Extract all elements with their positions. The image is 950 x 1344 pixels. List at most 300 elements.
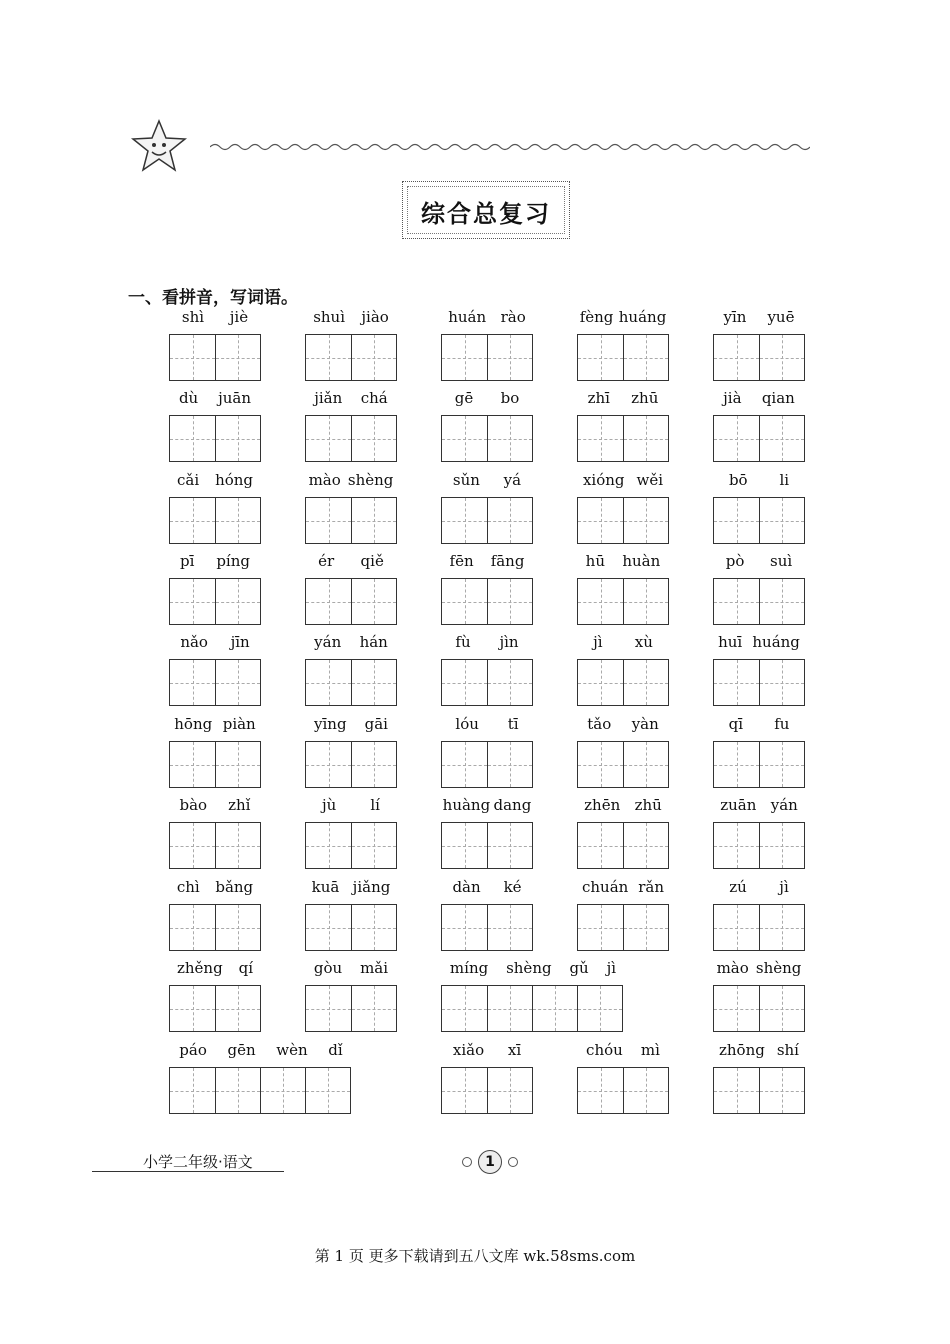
pinyin-syllable: qí — [238, 959, 254, 977]
pinyin-syllable: yàn — [631, 715, 659, 733]
pinyin-syllable: dǐ — [328, 1041, 343, 1059]
writing-cell[interactable] — [759, 823, 804, 868]
writing-cell[interactable] — [578, 905, 623, 950]
pinyin-syllable: xù — [634, 633, 653, 651]
pinyin-row — [305, 796, 397, 818]
writing-cell[interactable] — [260, 1068, 305, 1113]
pinyin-syllable: chá — [360, 389, 388, 407]
writing-cell[interactable] — [215, 1068, 260, 1113]
pinyin-syllable: zuān — [720, 796, 757, 814]
pinyin-syllable: fù — [455, 633, 471, 651]
writing-cell[interactable] — [442, 742, 487, 787]
writing-boxes — [713, 497, 805, 544]
pinyin-row — [169, 389, 261, 411]
writing-cell[interactable] — [306, 986, 351, 1031]
writing-cell[interactable] — [487, 905, 532, 950]
pinyin-row — [305, 878, 397, 900]
section-heading: 一、看拼音，写词语。 — [128, 288, 298, 308]
pinyin-syllable: míng — [449, 959, 489, 977]
writing-boxes — [441, 659, 533, 706]
writing-boxes — [169, 659, 261, 706]
writing-cell[interactable] — [759, 416, 804, 461]
pinyin-syllable: hóng — [215, 471, 254, 489]
pinyin-row — [305, 389, 397, 411]
pinyin-syllable: fēn — [449, 552, 474, 570]
writing-cell[interactable] — [351, 335, 396, 380]
writing-boxes — [441, 1067, 533, 1114]
writing-boxes — [169, 904, 261, 951]
writing-boxes — [169, 741, 261, 788]
writing-boxes — [713, 659, 805, 706]
writing-cell[interactable] — [170, 335, 215, 380]
pinyin-syllable: bo — [500, 389, 520, 407]
writing-cell[interactable] — [306, 498, 351, 543]
pinyin-syllable: zhōng — [718, 1041, 765, 1059]
pinyin-syllable: hán — [359, 633, 388, 651]
pinyin-row — [441, 878, 533, 900]
writing-boxes — [305, 985, 397, 1032]
pinyin-row — [577, 308, 669, 330]
pinyin-syllable: chì — [176, 878, 200, 896]
pinyin-syllable: fèng — [579, 308, 614, 326]
writing-cell[interactable] — [759, 986, 804, 1031]
pinyin-row — [441, 1041, 533, 1063]
ornament-dot — [462, 1157, 472, 1167]
writing-cell[interactable] — [306, 823, 351, 868]
pinyin-syllable: li — [779, 471, 790, 489]
writing-boxes — [169, 334, 261, 381]
pinyin-syllable: xī — [507, 1041, 522, 1059]
pinyin-row — [169, 715, 261, 737]
pinyin-syllable: dàn — [452, 878, 481, 896]
pinyin-syllable: shì — [181, 308, 205, 326]
pinyin-syllable: tǎo — [587, 715, 612, 733]
writing-boxes — [305, 904, 397, 951]
pinyin-row — [713, 1041, 805, 1063]
pinyin-syllable: mào — [308, 471, 341, 489]
pinyin-syllable: yīn — [723, 308, 747, 326]
writing-boxes — [577, 415, 669, 462]
writing-boxes — [577, 659, 669, 706]
writing-boxes — [441, 578, 533, 625]
pinyin-syllable: huī — [718, 633, 743, 651]
pinyin-syllable: jiào — [361, 308, 389, 326]
pinyin-syllable: piàn — [222, 715, 256, 733]
writing-cell[interactable] — [215, 660, 260, 705]
writing-cell[interactable] — [714, 742, 759, 787]
pinyin-syllable: shèng — [506, 959, 552, 977]
pinyin-syllable: qī — [728, 715, 743, 733]
pinyin-syllable: mào — [716, 959, 749, 977]
pinyin-syllable: lóu — [455, 715, 479, 733]
writing-cell[interactable] — [759, 742, 804, 787]
writing-boxes — [713, 822, 805, 869]
pinyin-syllable: shí — [776, 1041, 799, 1059]
writing-cell[interactable] — [487, 986, 532, 1031]
writing-cell[interactable] — [215, 905, 260, 950]
pinyin-row — [169, 308, 261, 330]
writing-cell[interactable] — [170, 416, 215, 461]
pinyin-row — [713, 715, 805, 737]
pinyin-syllable: jì — [606, 959, 617, 977]
writing-boxes — [441, 415, 533, 462]
pinyin-syllable: suì — [770, 552, 793, 570]
writing-boxes — [577, 1067, 669, 1114]
writing-cell[interactable] — [578, 579, 623, 624]
writing-boxes — [169, 415, 261, 462]
writing-cell[interactable] — [442, 986, 487, 1031]
writing-boxes — [577, 904, 669, 951]
pinyin-syllable: ér — [318, 552, 335, 570]
pinyin-row — [169, 552, 261, 574]
writing-cell[interactable] — [623, 660, 668, 705]
pinyin-row — [577, 715, 669, 737]
writing-cell[interactable] — [215, 823, 260, 868]
pinyin-syllable: gē — [454, 389, 474, 407]
writing-cell[interactable] — [759, 660, 804, 705]
pinyin-syllable: hōng — [174, 715, 213, 733]
writing-boxes — [305, 497, 397, 544]
footer-underline — [92, 1171, 284, 1172]
writing-cell[interactable] — [351, 905, 396, 950]
pinyin-syllable: zhǐ — [228, 796, 251, 814]
pinyin-syllable: gòu — [313, 959, 343, 977]
writing-cell[interactable] — [442, 416, 487, 461]
writing-boxes — [713, 415, 805, 462]
writing-boxes — [577, 334, 669, 381]
writing-cell[interactable] — [714, 986, 759, 1031]
writing-cell[interactable] — [623, 416, 668, 461]
pinyin-row — [713, 471, 805, 493]
writing-boxes — [713, 985, 805, 1032]
pinyin-syllable: nǎo — [180, 633, 208, 651]
pinyin-syllable: hū — [585, 552, 605, 570]
writing-boxes — [441, 904, 533, 951]
title-frame — [402, 181, 570, 239]
pinyin-row — [305, 633, 397, 655]
writing-cell[interactable] — [487, 1068, 532, 1113]
pinyin-syllable: xiǎo — [452, 1041, 485, 1059]
pinyin-syllable: rào — [500, 308, 526, 326]
writing-cell[interactable] — [578, 823, 623, 868]
pinyin-syllable: zhēn — [584, 796, 621, 814]
pinyin-row — [169, 471, 261, 493]
writing-cell[interactable] — [170, 660, 215, 705]
writing-cell[interactable] — [306, 905, 351, 950]
writing-boxes — [577, 822, 669, 869]
writing-cell[interactable] — [351, 742, 396, 787]
pinyin-row — [441, 552, 533, 574]
pinyin-syllable: chuán — [581, 878, 629, 896]
pinyin-row — [305, 308, 397, 330]
writing-cell[interactable] — [623, 335, 668, 380]
writing-cell[interactable] — [215, 579, 260, 624]
pinyin-syllable: wèn — [276, 1041, 308, 1059]
writing-boxes — [441, 497, 533, 544]
writing-boxes — [305, 822, 397, 869]
pinyin-syllable: rǎn — [638, 878, 665, 896]
writing-cell[interactable] — [487, 335, 532, 380]
pinyin-row — [713, 308, 805, 330]
pinyin-row — [441, 633, 533, 655]
pinyin-syllable: yán — [770, 796, 798, 814]
writing-cell[interactable] — [759, 579, 804, 624]
writing-cell[interactable] — [170, 905, 215, 950]
pinyin-row — [577, 1041, 669, 1063]
page-title: 综合总复习 — [421, 200, 551, 228]
writing-boxes — [713, 578, 805, 625]
pinyin-syllable: tī — [507, 715, 519, 733]
pinyin-syllable: shèng — [347, 471, 394, 489]
writing-cell[interactable] — [442, 498, 487, 543]
writing-cell[interactable] — [487, 660, 532, 705]
pinyin-row — [305, 959, 397, 981]
writing-boxes — [169, 578, 261, 625]
writing-cell[interactable] — [759, 498, 804, 543]
pinyin-syllable: huán — [448, 308, 487, 326]
pinyin-row — [441, 715, 533, 737]
writing-cell[interactable] — [170, 1068, 215, 1113]
writing-cell[interactable] — [487, 498, 532, 543]
writing-cell[interactable] — [306, 579, 351, 624]
writing-boxes — [169, 822, 261, 869]
pinyin-syllable: jì — [593, 633, 603, 651]
pinyin-row — [713, 633, 805, 655]
pinyin-row — [713, 552, 805, 574]
writing-cell[interactable] — [714, 1068, 759, 1113]
pinyin-syllable: yá — [503, 471, 522, 489]
pinyin-syllable: bō — [728, 471, 748, 489]
pinyin-syllable: lí — [370, 796, 380, 814]
writing-cell[interactable] — [578, 416, 623, 461]
writing-cell[interactable] — [623, 579, 668, 624]
writing-boxes — [441, 334, 533, 381]
writing-cell[interactable] — [351, 579, 396, 624]
writing-cell[interactable] — [714, 660, 759, 705]
writing-cell[interactable] — [442, 660, 487, 705]
writing-cell[interactable] — [532, 986, 577, 1031]
pinyin-syllable: gǔ — [569, 959, 589, 977]
writing-boxes — [305, 334, 397, 381]
pinyin-row — [577, 389, 669, 411]
pinyin-syllable: dang — [493, 796, 532, 814]
pinyin-syllable: pī — [179, 552, 195, 570]
writing-boxes — [305, 741, 397, 788]
pinyin-row — [441, 471, 533, 493]
writing-boxes — [441, 741, 533, 788]
pinyin-syllable: jì — [779, 878, 789, 896]
pinyin-row — [577, 471, 669, 493]
pinyin-syllable: fu — [774, 715, 790, 733]
pinyin-row — [577, 633, 669, 655]
pinyin-syllable: gēn — [227, 1041, 256, 1059]
pinyin-syllable: fāng — [490, 552, 525, 570]
pinyin-syllable: jiǎn — [314, 389, 343, 407]
pinyin-syllable: bào — [179, 796, 208, 814]
writing-cell[interactable] — [215, 742, 260, 787]
writing-boxes — [713, 334, 805, 381]
pinyin-syllable: yán — [314, 633, 342, 651]
pinyin-syllable: shuì — [313, 308, 346, 326]
wavy-divider — [210, 140, 810, 154]
writing-cell[interactable] — [759, 905, 804, 950]
pinyin-syllable: kuā — [311, 878, 340, 896]
writing-cell[interactable] — [623, 498, 668, 543]
writing-cell[interactable] — [305, 1068, 350, 1113]
writing-cell[interactable] — [306, 416, 351, 461]
pinyin-syllable: jù — [322, 796, 337, 814]
writing-cell[interactable] — [578, 660, 623, 705]
pinyin-syllable: gāi — [364, 715, 388, 733]
writing-cell[interactable] — [487, 416, 532, 461]
pinyin-syllable: bǎng — [215, 878, 254, 896]
writing-boxes — [305, 578, 397, 625]
writing-cell[interactable] — [623, 1068, 668, 1113]
writing-boxes — [305, 659, 397, 706]
writing-cell[interactable] — [215, 986, 260, 1031]
writing-cell[interactable] — [714, 335, 759, 380]
pinyin-row — [577, 796, 669, 818]
pinyin-syllable: shèng — [755, 959, 802, 977]
pinyin-syllable: juān — [218, 389, 252, 407]
writing-cell[interactable] — [623, 823, 668, 868]
download-note: 第 1 页 更多下载请到五八文库 wk.58sms.com — [314, 1247, 636, 1265]
pinyin-syllable: píng — [216, 552, 250, 570]
writing-cell[interactable] — [442, 335, 487, 380]
pinyin-syllable: mǎi — [360, 959, 389, 977]
writing-cell[interactable] — [351, 986, 396, 1031]
pinyin-syllable: yīng — [314, 715, 347, 733]
writing-cell[interactable] — [442, 579, 487, 624]
pinyin-syllable: zhī — [587, 389, 610, 407]
writing-cell[interactable] — [578, 498, 623, 543]
pinyin-syllable: huàng — [442, 796, 491, 814]
pinyin-row — [577, 878, 669, 900]
pinyin-syllable: ké — [503, 878, 522, 896]
pinyin-syllable: huàn — [622, 552, 661, 570]
writing-cell[interactable] — [759, 1068, 804, 1113]
writing-boxes — [577, 741, 669, 788]
pinyin-syllable: páo — [179, 1041, 207, 1059]
writing-cell[interactable] — [442, 905, 487, 950]
pinyin-row — [441, 796, 533, 818]
pinyin-row — [713, 796, 805, 818]
writing-cell[interactable] — [215, 335, 260, 380]
pinyin-row — [169, 796, 261, 818]
writing-cell[interactable] — [578, 1068, 623, 1113]
page-number: 1 — [478, 1150, 502, 1174]
writing-boxes — [441, 985, 623, 1032]
pinyin-syllable: dù — [178, 389, 199, 407]
writing-boxes — [713, 741, 805, 788]
pinyin-syllable: yuē — [767, 308, 795, 326]
writing-cell[interactable] — [170, 498, 215, 543]
smiling-star-icon — [128, 118, 190, 176]
pinyin-syllable: mì — [640, 1041, 660, 1059]
writing-cell[interactable] — [306, 335, 351, 380]
writing-cell[interactable] — [714, 416, 759, 461]
writing-cell[interactable] — [170, 579, 215, 624]
writing-boxes — [305, 415, 397, 462]
writing-cell[interactable] — [578, 335, 623, 380]
pinyin-syllable: jiǎng — [352, 878, 391, 896]
pinyin-syllable: zhěng — [176, 959, 223, 977]
writing-cell[interactable] — [351, 660, 396, 705]
writing-boxes — [577, 578, 669, 625]
pinyin-syllable: huáng — [752, 633, 800, 651]
writing-boxes — [169, 497, 261, 544]
pinyin-syllable: jià — [723, 389, 742, 407]
pinyin-row — [713, 959, 805, 981]
pinyin-syllable: chóu — [586, 1041, 623, 1059]
writing-cell[interactable] — [759, 335, 804, 380]
writing-cell[interactable] — [351, 498, 396, 543]
writing-boxes — [169, 985, 261, 1032]
ornament-dot — [508, 1157, 518, 1167]
writing-cell[interactable] — [577, 986, 622, 1031]
pinyin-row — [441, 308, 533, 330]
writing-boxes — [577, 497, 669, 544]
pinyin-row — [441, 389, 533, 411]
writing-cell[interactable] — [714, 579, 759, 624]
writing-cell[interactable] — [170, 742, 215, 787]
pinyin-syllable: cǎi — [176, 471, 200, 489]
page-number-badge — [462, 1150, 518, 1174]
pinyin-syllable: sǔn — [452, 471, 480, 489]
writing-cell[interactable] — [170, 823, 215, 868]
writing-boxes — [441, 822, 533, 869]
pinyin-syllable: xióng — [582, 471, 625, 489]
pinyin-syllable: zhū — [634, 796, 662, 814]
writing-cell[interactable] — [442, 1068, 487, 1113]
writing-cell[interactable] — [170, 986, 215, 1031]
writing-cell[interactable] — [714, 823, 759, 868]
pinyin-syllable: wěi — [636, 471, 663, 489]
writing-cell[interactable] — [306, 742, 351, 787]
pinyin-row — [577, 552, 669, 574]
writing-boxes — [713, 904, 805, 951]
writing-cell[interactable] — [215, 416, 260, 461]
writing-cell[interactable] — [714, 905, 759, 950]
pinyin-row — [713, 389, 805, 411]
pinyin-syllable: qiě — [360, 552, 384, 570]
pinyin-syllable: pò — [725, 552, 745, 570]
writing-cell[interactable] — [487, 823, 532, 868]
writing-cell[interactable] — [215, 498, 260, 543]
writing-cell[interactable] — [623, 905, 668, 950]
writing-cell[interactable] — [442, 823, 487, 868]
writing-cell[interactable] — [487, 742, 532, 787]
pinyin-syllable: huáng — [618, 308, 667, 326]
writing-cell[interactable] — [351, 823, 396, 868]
writing-cell[interactable] — [351, 416, 396, 461]
pinyin-row — [169, 633, 261, 655]
book-label: 小学二年级·语文 — [143, 1153, 253, 1171]
pinyin-syllable: zhū — [631, 389, 659, 407]
writing-cell[interactable] — [623, 742, 668, 787]
pinyin-row — [169, 959, 261, 981]
writing-cell[interactable] — [487, 579, 532, 624]
writing-boxes — [713, 1067, 805, 1114]
writing-cell[interactable] — [714, 498, 759, 543]
pinyin-syllable: jìn — [499, 633, 519, 651]
writing-cell[interactable] — [578, 742, 623, 787]
pinyin-syllable: qian — [761, 389, 795, 407]
pinyin-row — [441, 959, 625, 981]
pinyin-syllable: zú — [729, 878, 747, 896]
writing-cell[interactable] — [306, 660, 351, 705]
pinyin-row — [169, 878, 261, 900]
